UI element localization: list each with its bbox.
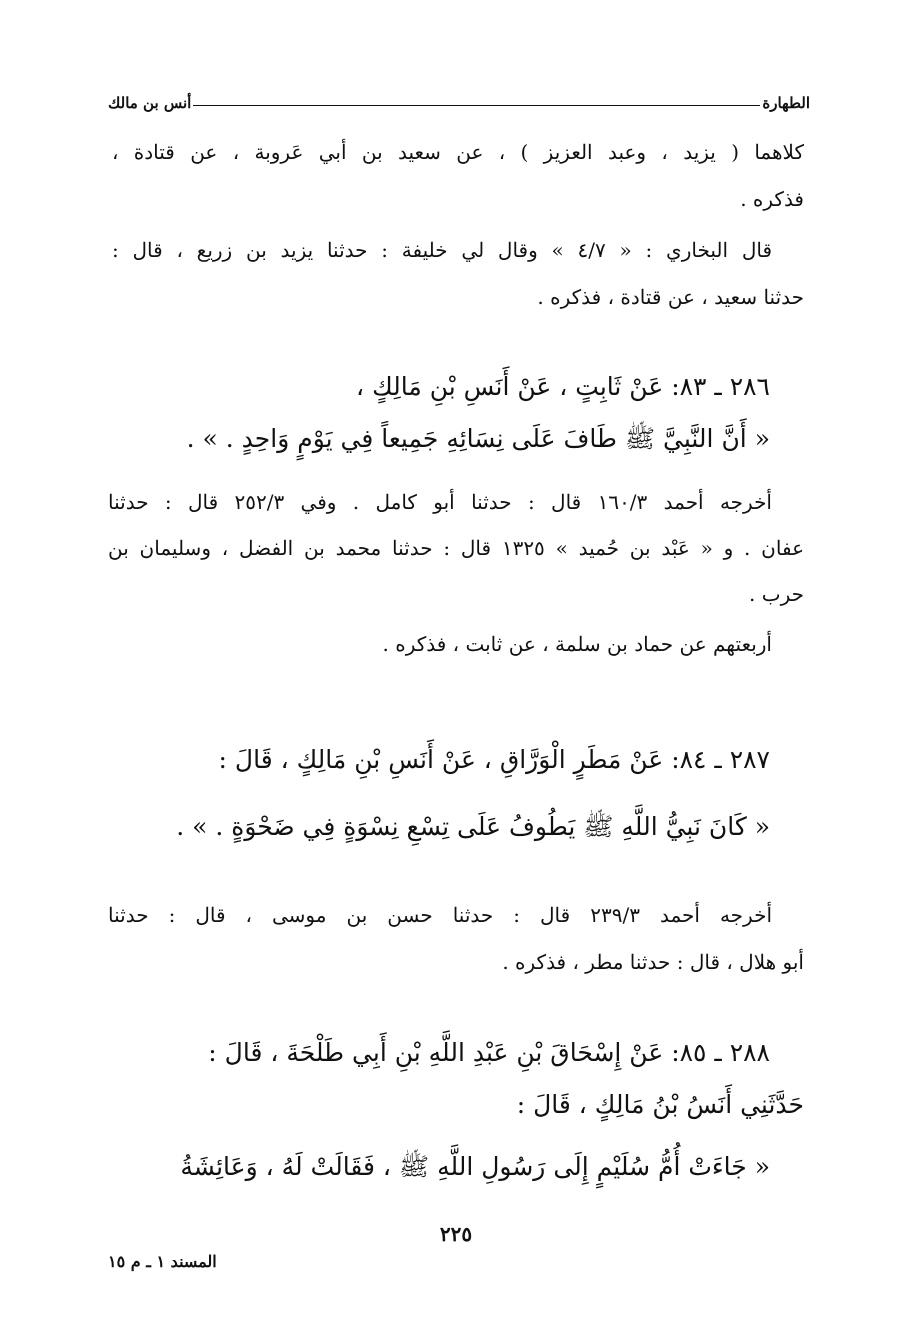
- takhrij-286-line-3: حرب .: [749, 582, 804, 606]
- takhrij-286-line-2: عفان . و « عَبْد بن حُميد » ١٣٢٥ قال : حدثنا محمد بن الفضل ، وسليمان بن: [108, 536, 805, 560]
- takhrij-286-line-4: أربعتهم عن حماد بن سلمة ، عن ثابت ، فذكره .: [382, 632, 772, 656]
- header-rule: [193, 105, 760, 106]
- takhrij-287-line-2: أبو هلال ، قال : حدثنا مطر ، فذكره .: [502, 950, 804, 974]
- text-line-3: قال البخاري : « ٤/٧ » وقال لي خليفة : حدثنا يزيد بن زريع ، قال :: [112, 238, 773, 262]
- hadith-287-heading: ٢٨٧ ـ ٨٤: عَنْ مَطَرٍ الْوَرَّاقِ ، عَنْ أَنَسِ بْنِ مَالِكٍ ، قَالَ :: [218, 745, 770, 774]
- header-book-title: أنس بن مالك: [108, 94, 192, 112]
- running-header: [108, 82, 810, 112]
- hadith-287-text: « كَانَ نَبِيُّ اللَّهِ ﷺ يَطُوفُ عَلَى تِسْعِ نِسْوَةٍ فِي ضَحْوَةٍ . » .: [176, 812, 770, 841]
- hadith-288-heading: ٢٨٨ ـ ٨٥: عَنْ إِسْحَاقَ بْنِ عَبْدِ اللَّهِ بْنِ أَبِي طَلْحَةَ ، قَالَ :: [208, 1038, 770, 1067]
- text-line-1: كلاهما ( يزيد ، وعبد العزيز ) ، عن سعيد بن أبي عَروبة ، عن قتادة ،: [112, 140, 804, 164]
- hadith-288-text: « جَاءَتْ أُمُّ سُلَيْمٍ إِلَى رَسُولِ اللَّهِ ﷺ ، فَقَالَتْ لَهُ ، وَعَائِشَةُ: [180, 1152, 770, 1181]
- signature-mark: المسند ١ ـ م ١٥: [108, 1252, 217, 1271]
- hadith-288-line-2: حَدَّثَنِي أَنَسُ بْنُ مَالِكٍ ، قَالَ :: [516, 1090, 804, 1119]
- header-chapter: الطهارة: [762, 94, 810, 112]
- takhrij-286-line-1: أخرجه أحمد ١٦٠/٣ قال : حدثنا أبو كامل . وفي ٢٥٢/٣ قال : حدثنا: [108, 490, 772, 514]
- hadith-286-text: « أَنَّ النَّبِيَّ ﷺ طَافَ عَلَى نِسَائِهِ جَمِيعاً فِي يَوْمٍ وَاحِدٍ . » .: [186, 424, 770, 453]
- takhrij-287-line-1: أخرجه أحمد ٢٣٩/٣ قال : حدثنا حسن بن موسى ، قال : حدثنا: [108, 903, 772, 927]
- hadith-286-heading: ٢٨٦ ـ ٨٣: عَنْ ثَابِتٍ ، عَنْ أَنَسِ بْنِ مَالِكٍ ،: [356, 372, 770, 401]
- text-line-4: حدثنا سعيد ، عن قتادة ، فذكره .: [537, 285, 804, 309]
- page-number: ٢٢٥: [439, 1222, 473, 1246]
- text-line-2: فذكره .: [740, 187, 804, 211]
